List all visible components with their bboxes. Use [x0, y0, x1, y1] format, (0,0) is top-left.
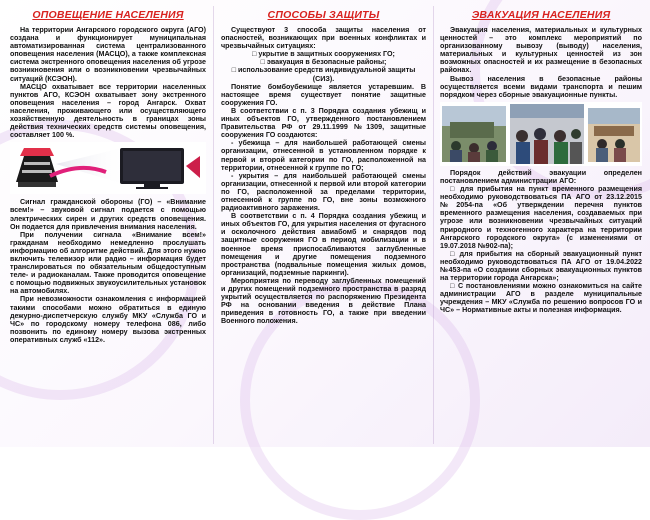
paragraph: - убежища – для наибольшей работающей смены организации, отнесенной в установленном порядке к первой и второй категории по ГО, расположенной на территории, отнесенной к группе по ГО;: [221, 139, 426, 172]
section-body: [10, 198, 206, 344]
evacuation-photo-icon: [440, 102, 642, 166]
column-notification: [0, 0, 212, 447]
siren-tv-icon: [10, 142, 206, 194]
square-bullet-icon: □: [231, 66, 238, 75]
list-item: □ использование средств индивидуальной защиты (СИЗ).: [231, 66, 416, 83]
paragraph: МАСЦО охватывает все территории населенных пунктов АГО, КСЭОН охватывает зону экстренного оповещения населения – город Ангарск. Охват населения, проживающего или осуществляющего хозяйственную деятельность в границах зоны действия технических средств системы оповещения, составляет 100 %.: [10, 82, 206, 140]
square-bullet-icon: □: [450, 282, 458, 291]
paragraph: Мероприятия по переводу заглубленных помещений и других помещений подземного пространства в разряд укрытий осуществляется по распоряжению Президента РФ на основании введения в действие Плана приведения в готовность ГО, а также при введении Военного положения.: [221, 276, 426, 326]
paragraph: На территории Ангарского городского округа (АГО) создана и функционирует муниципальная автоматизированная система централизованного оповещения населения (МАСЦО), а также комплексная система экстренного оповещения населения об угрозе возникновения или о возникновении чрезвычайных ситуаций (КСЭОН).: [10, 26, 206, 83]
column-evacuation: [434, 0, 650, 447]
evacuation-photo: [440, 102, 642, 166]
list-item: □ эвакуация в безопасные районы;: [260, 58, 387, 67]
section-title: СПОСОБЫ ЗАЩИТЫ: [267, 9, 380, 21]
section-body: [440, 26, 642, 99]
square-bullet-icon: □: [260, 58, 267, 67]
paragraph: При невозможности ознакомления с информацией такими способами можно обратиться в единую дежурно-диспетчерскую службу МКУ «Служба ГО и ЧС» по городскому номеру телефона 086, либо позвонить по единому номеру вызова экстренных оперативных служб «112».: [10, 295, 206, 344]
paragraph: В соответствии с п. 3 Порядка создания убежищ и иных объектов ГО, утвержденного постановлением Правительства РФ от 29.11.1999 №1309, защитные сооружения ГО создаются:: [221, 106, 426, 140]
section-title: ЭВАКУАЦИЯ НАСЕЛЕНИЯ: [471, 9, 611, 21]
paragraph: Вывоз населения в безопасные районы осуществляется всеми видами транспорта и пешим порядком через сборные эвакуационные пункты.: [440, 74, 642, 99]
square-bullet-icon: □: [252, 50, 259, 59]
list-item: □ для прибытия на сборный эвакуационный пункт необходимо руководствоваться ПА АГО от 19.04.2022 №453-па «О создании сборных эвакуационных пунктов на территории города Ангарска»;: [440, 249, 642, 283]
paragraph: - укрытия – для наибольшей работающей смены организации, отнесенной к первой или второй категории по ГО, расположенной за пределами территории, отнесенной к группе по ГО, вне зоны возможного радиоактивного заражения.: [221, 171, 426, 213]
section-title: ОПОВЕЩЕНИЕ НАСЕЛЕНИЯ: [32, 9, 184, 21]
paragraph: Понятие бомбоубежище является устаревшим. В настоящее время существует понятие защитные сооружения ГО.: [221, 82, 426, 107]
list-item: □ укрытие в защитных сооружениях ГО;: [252, 50, 395, 59]
paragraph: Порядок действий эвакуации определен постановлением администрации АГО:: [440, 168, 642, 185]
paragraph: При получении сигнала «Внимание всем!» гражданам необходимо немедленно прослушать информацию об алгоритме действий. Для этого нужно включить телевизор или радио – информация будет транслироваться по обязательным общедоступным теле- и радиоканалам. Также проводится оповещение с помощью подвижных звукоусилительных установок на автомобилях.: [10, 230, 206, 296]
paragraph: Существуют 3 способа защиты населения от опасностей, возникающих при военных конфликтах и чрезвычайных ситуациях:: [221, 26, 426, 51]
list-item: □ С постановлениями можно ознакомиться на сайте администрации АГО в разделе муниципальные учреждения – МКУ «Служба по решению вопросов ГО и ЧС» – Нормативные акты и полезная информация.: [440, 282, 643, 315]
square-bullet-icon: □: [450, 249, 460, 258]
square-bullet-icon: □: [450, 185, 460, 194]
section-body: [440, 169, 642, 315]
paragraph: В соответствии с п. 4 Порядка создания убежищ и иных объектов ГО, для укрытия населения от фугасного и осколочного действия авиабомб и снарядов под защитные сооружения ГО в период мобилизации и в военное время приспосабливаются заглубленные помещения и другие помещения подземного пространства (подвальные помещения жилых домов, организаций, подземные паркинги).: [221, 212, 426, 277]
list-item: □ для прибытия на пункт временного размещения необходимо руководствоваться ПА АГО от 23.12.2015 №2054-па «Об утверждении перечня пунктов временного размещения населения, создаваемых при угрозе или возникновении чрезвычайных ситуаций природного и техногенного характера на территории Ангарского городского округа» (с изменениями от 19.07.2018 №902-па);: [440, 185, 642, 250]
column-protection: [215, 0, 432, 447]
section-body: [10, 26, 206, 139]
section-body: [221, 26, 426, 325]
column-divider: [213, 6, 214, 444]
paragraph: Сигнал гражданской обороны (ГО) – «Внимание всем!» – звуковой сигнал подается с помощью электрических сирен и других средств оповещения. Он подается для привлечения внимания населения.: [10, 198, 206, 231]
siren-tv-illustration: [10, 142, 206, 194]
paragraph: Эвакуация населения, материальных и культурных ценностей – это комплекс мероприятий по организованному вывозу (выводу) населения, материальных и культурных ценностей из зон возможных опасностей и их размещение в безопасных районах.: [440, 26, 642, 75]
